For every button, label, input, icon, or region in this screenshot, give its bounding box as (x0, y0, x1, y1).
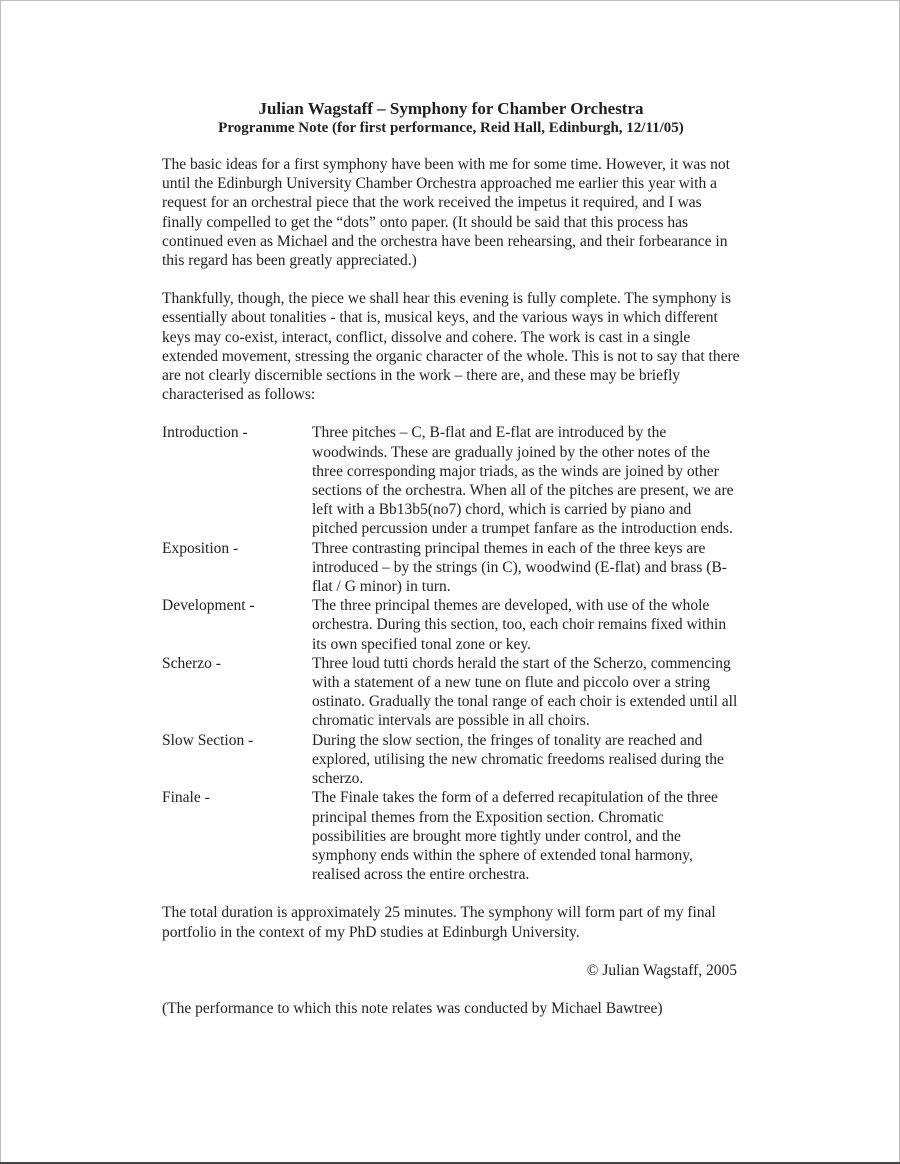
section-name: Slow Section - (162, 731, 254, 749)
section-row-introduction (162, 423, 740, 538)
section-description: The three principal themes are developed, with use of the whole orchestra. During this section, too, each choir remains fixed within its own specified tonal zone or key. (312, 597, 727, 653)
section-name: Introduction - (162, 424, 248, 442)
section-row-slow-section (162, 731, 740, 789)
intro-paragraph-1: The basic ideas for a first symphony have been with me for some time. However, it was not until the Edinburgh University Chamber Orchestra approached me earlier this year with a request for an orchestral piece that the work received the impetus it required, and I was finally compelled to get the “dots” onto paper. (It should be said that this process has continued even as Michael and the orchestra have been rehearsing, and their forbearance in this regard has been greatly appreciated.) (162, 156, 730, 270)
section-row-finale (162, 788, 740, 884)
section-name: Finale - (162, 789, 210, 807)
closing-paragraph: The total duration is approximately 25 minutes. The symphony will form part of my final portfolio in the context of my PhD studies at Edinburgh University. (162, 904, 716, 941)
section-description: Three pitches – C, B-flat and E-flat are introduced by the woodwinds. These are gradually joined by the other notes of the three corresponding major triads, as the winds are joined by other sections of the orchestra. When all of the pitches are present, we are left with a Bb13b5(no7) chord, which is carried by piano and pitched percussion under a trumpet fanfare as the introduction ends. (312, 424, 734, 538)
document-body (162, 99, 740, 1018)
section-list (162, 423, 740, 884)
section-name: Development - (162, 597, 255, 615)
document-title: Julian Wagstaff – Symphony for Chamber Orchestra (258, 99, 644, 118)
section-description: Three contrasting principal themes in each of the three keys are introduced – by the strings (in C), woodwind (E-flat) and brass (B-flat / G minor) in turn. (312, 539, 727, 596)
intro-paragraph-2: Thankfully, though, the piece we shall hear this evening is fully complete. The symphony is essentially about tonalities - that is, musical keys, and the various ways in which different keys may co-exist, interact, conflict, dissolve and cohere. The work is cast in a single extended movement, stressing the organic character of the whole. This is not to say that there are not clearly discernible sections in the work – there are, and these may be briefly characterised as follows: (162, 290, 740, 404)
section-name: Scherzo - (162, 654, 221, 672)
copyright-line: © Julian Wagstaff, 2005 (586, 961, 737, 979)
section-row-development (162, 596, 740, 654)
performance-footnote: (The performance to which this note relates was conducted by Michael Bawtree) (162, 999, 663, 1017)
section-row-exposition (162, 539, 740, 597)
document-subtitle: Programme Note (for first performance, Reid Hall, Edinburgh, 12/11/05) (218, 120, 684, 136)
section-description: During the slow section, the fringes of tonality are reached and explored, utilising the new chromatic freedoms realised during the scherzo. (312, 731, 724, 788)
section-description: The Finale takes the form of a deferred recapitulation of the three principal themes from the Exposition section. Chromatic possibilities are brought more tightly under control, and the symphony ends within the sphere of extended tonal harmony, realised across the entire orchestra. (312, 789, 718, 884)
section-description: Three loud tutti chords herald the start of the Scherzo, commencing with a statement of a new tune on flute and piccolo over a string ostinato. Gradually the tonal range of each choir is extended until all chromatic intervals are possible in all choirs. (312, 654, 738, 730)
section-row-scherzo (162, 654, 740, 731)
section-name: Exposition - (162, 539, 239, 557)
